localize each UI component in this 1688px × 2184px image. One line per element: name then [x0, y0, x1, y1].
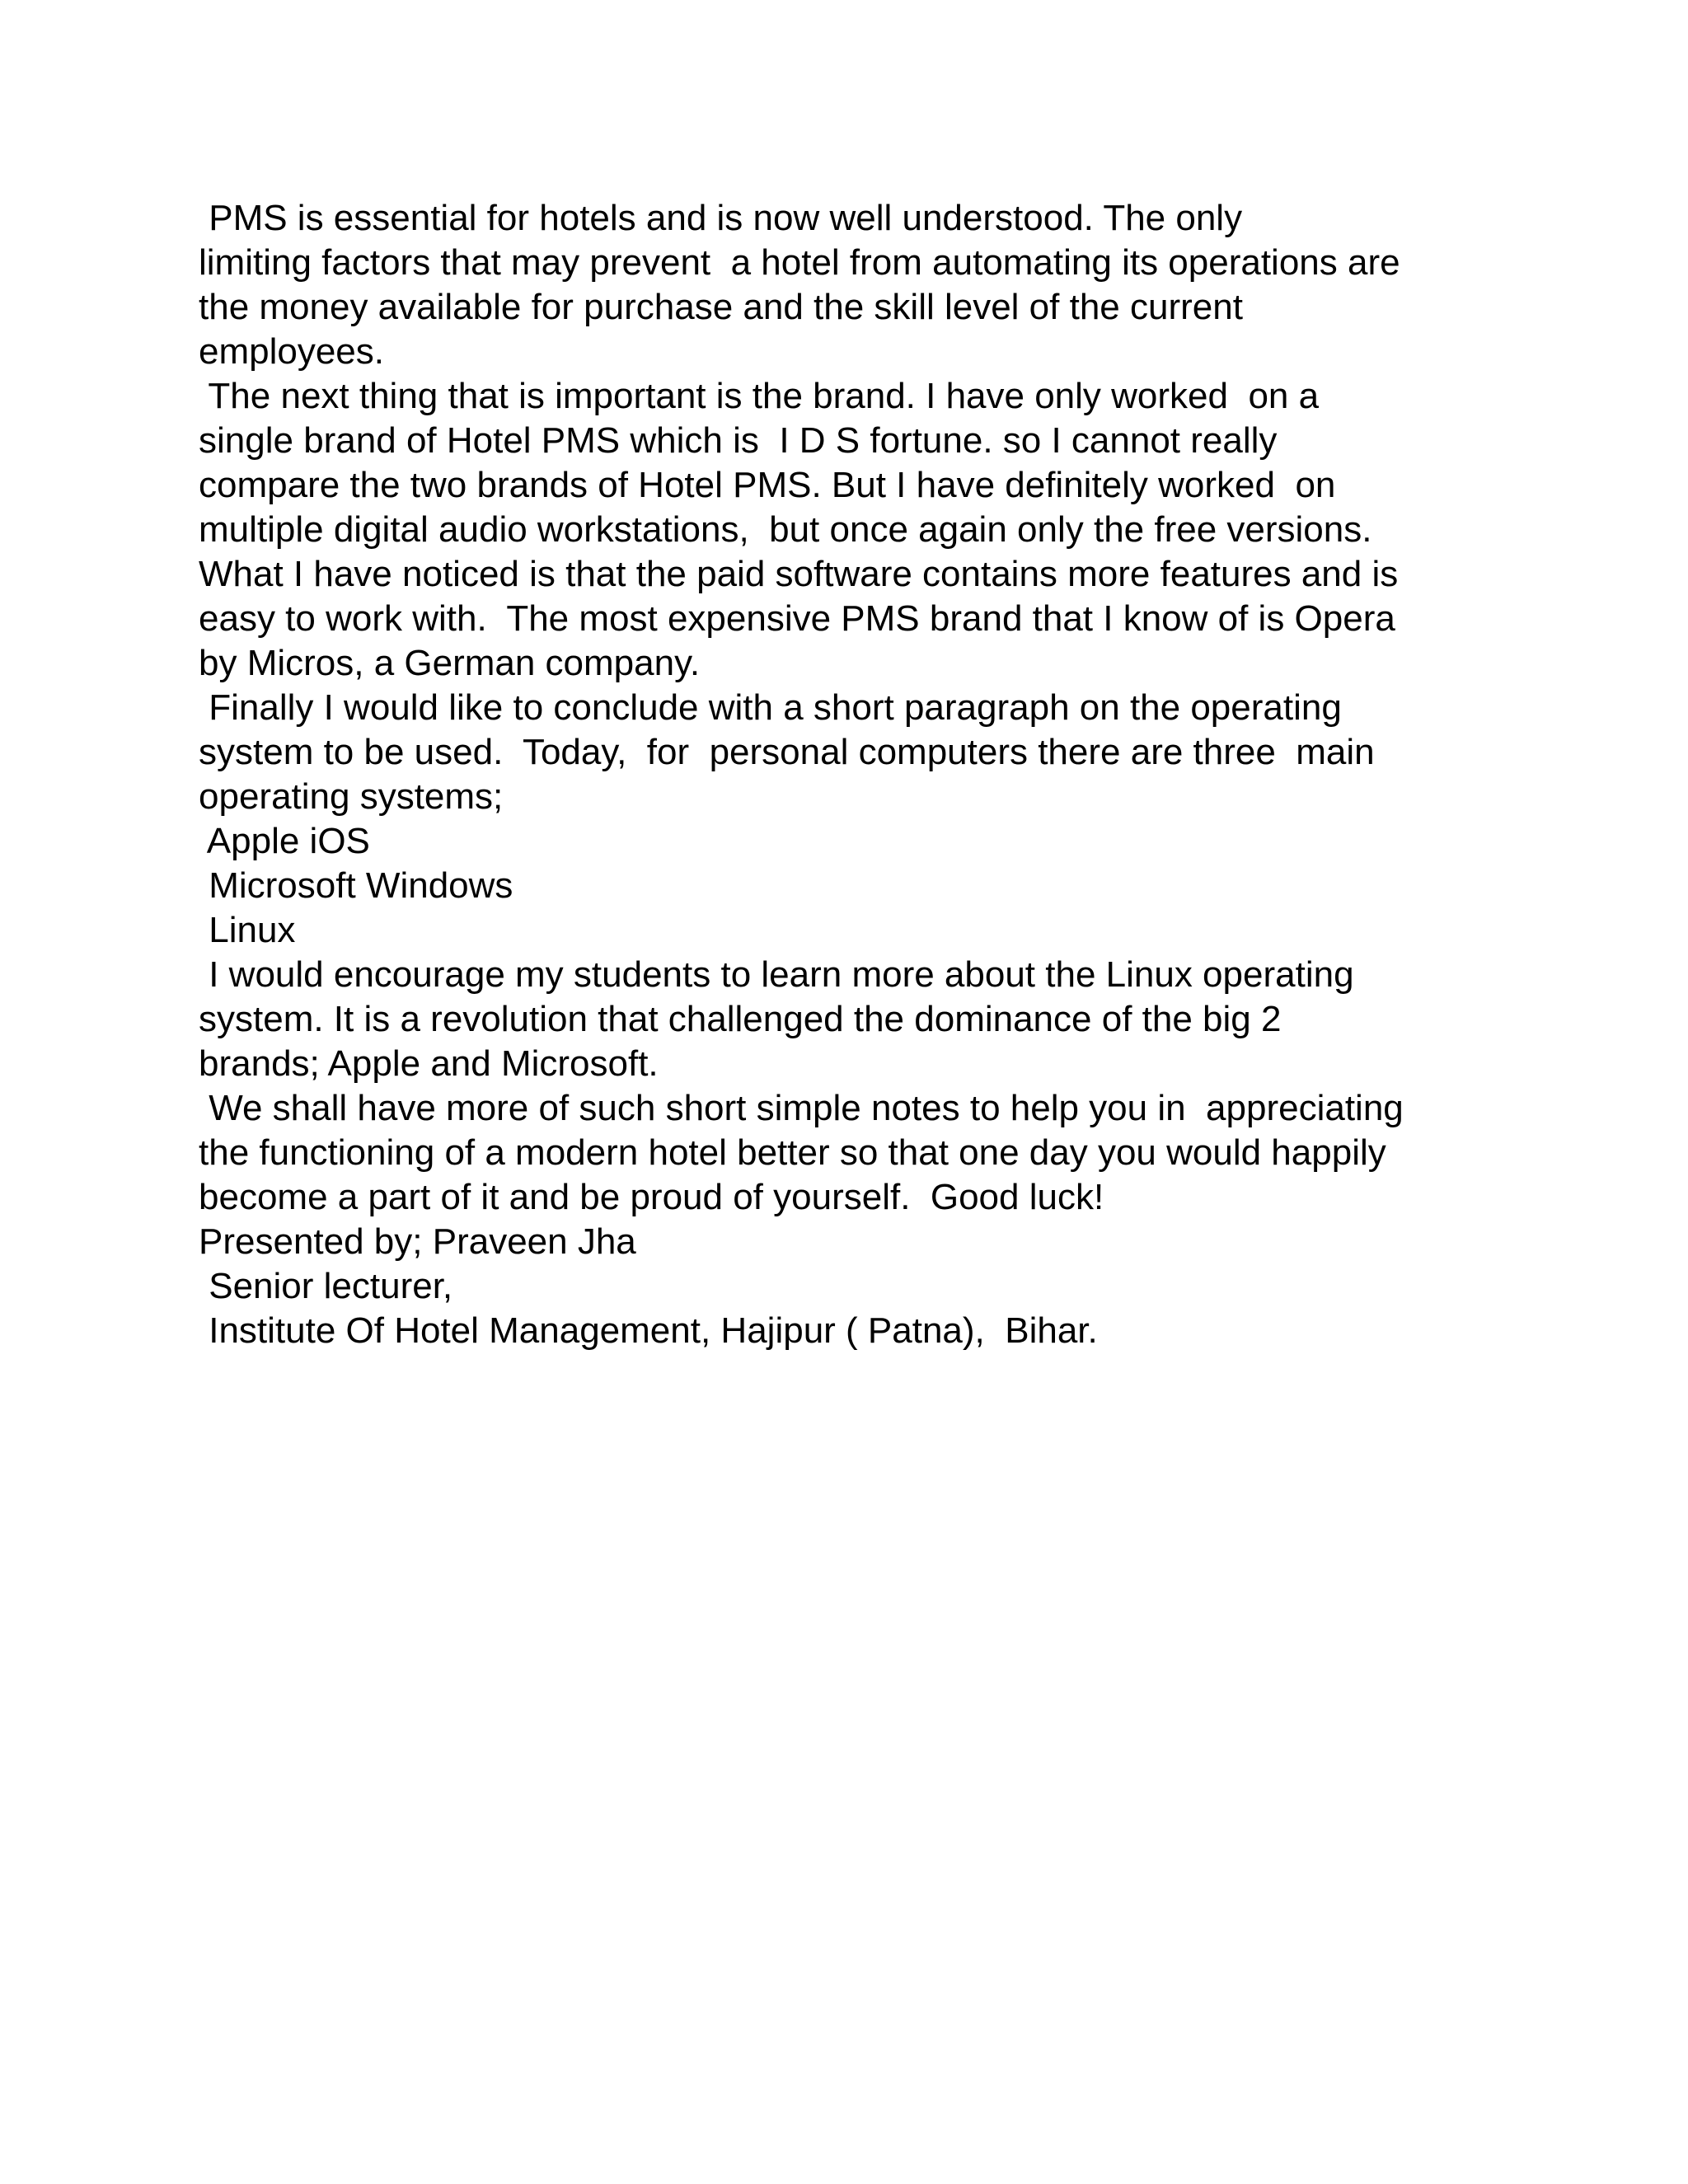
text-line: easy to work with. The most expensive PMS brand that I know of is Opera	[199, 598, 1395, 639]
text-line: by Micros, a German company.	[199, 643, 701, 683]
list-item-microsoft-windows: Microsoft Windows	[199, 865, 513, 906]
text-line: We shall have more of such short simple notes to help you in appreciating	[199, 1088, 1404, 1128]
text-line: operating systems;	[199, 776, 504, 817]
text-line: I would encourage my students to learn more about the Linux operating	[199, 954, 1354, 995]
list-item-linux: Linux	[199, 910, 296, 950]
presenter-title: Senior lecturer,	[199, 1266, 453, 1306]
text-line: system to be used. Today, for personal computers there are three main	[199, 732, 1375, 772]
text-line: PMS is essential for hotels and is now well understood. The only	[199, 198, 1243, 238]
text-line: the functioning of a modern hotel better so that one day you would happily	[199, 1132, 1386, 1173]
list-item-apple-ios: Apple iOS	[199, 821, 370, 861]
text-line: employees.	[199, 331, 385, 372]
text-line: Finally I would like to conclude with a short paragraph on the operating	[199, 687, 1342, 728]
text-line: become a part of it and be proud of yourself. Good luck!	[199, 1177, 1104, 1217]
text-line: compare the two brands of Hotel PMS. But I have definitely worked on	[199, 465, 1336, 505]
text-line: system. It is a revolution that challenged the dominance of the big 2	[199, 999, 1282, 1039]
text-line: single brand of Hotel PMS which is I D S fortune. so I cannot really	[199, 420, 1278, 461]
presenter-line: Presented by; Praveen Jha	[199, 1221, 636, 1262]
text-line: the money available for purchase and the skill level of the current	[199, 287, 1243, 327]
presenter-institute: Institute Of Hotel Management, Hajipur ( Patna), Bihar.	[199, 1310, 1098, 1351]
text-line: What I have noticed is that the paid software contains more features and is	[199, 554, 1399, 594]
text-line: multiple digital audio workstations, but once again only the free versions.	[199, 509, 1372, 550]
text-line: limiting factors that may prevent a hotel from automating its operations are	[199, 242, 1400, 283]
document-body	[199, 196, 1517, 1353]
text-line: brands; Apple and Microsoft.	[199, 1043, 659, 1084]
text-line: The next thing that is important is the brand. I have only worked on a	[199, 376, 1320, 416]
